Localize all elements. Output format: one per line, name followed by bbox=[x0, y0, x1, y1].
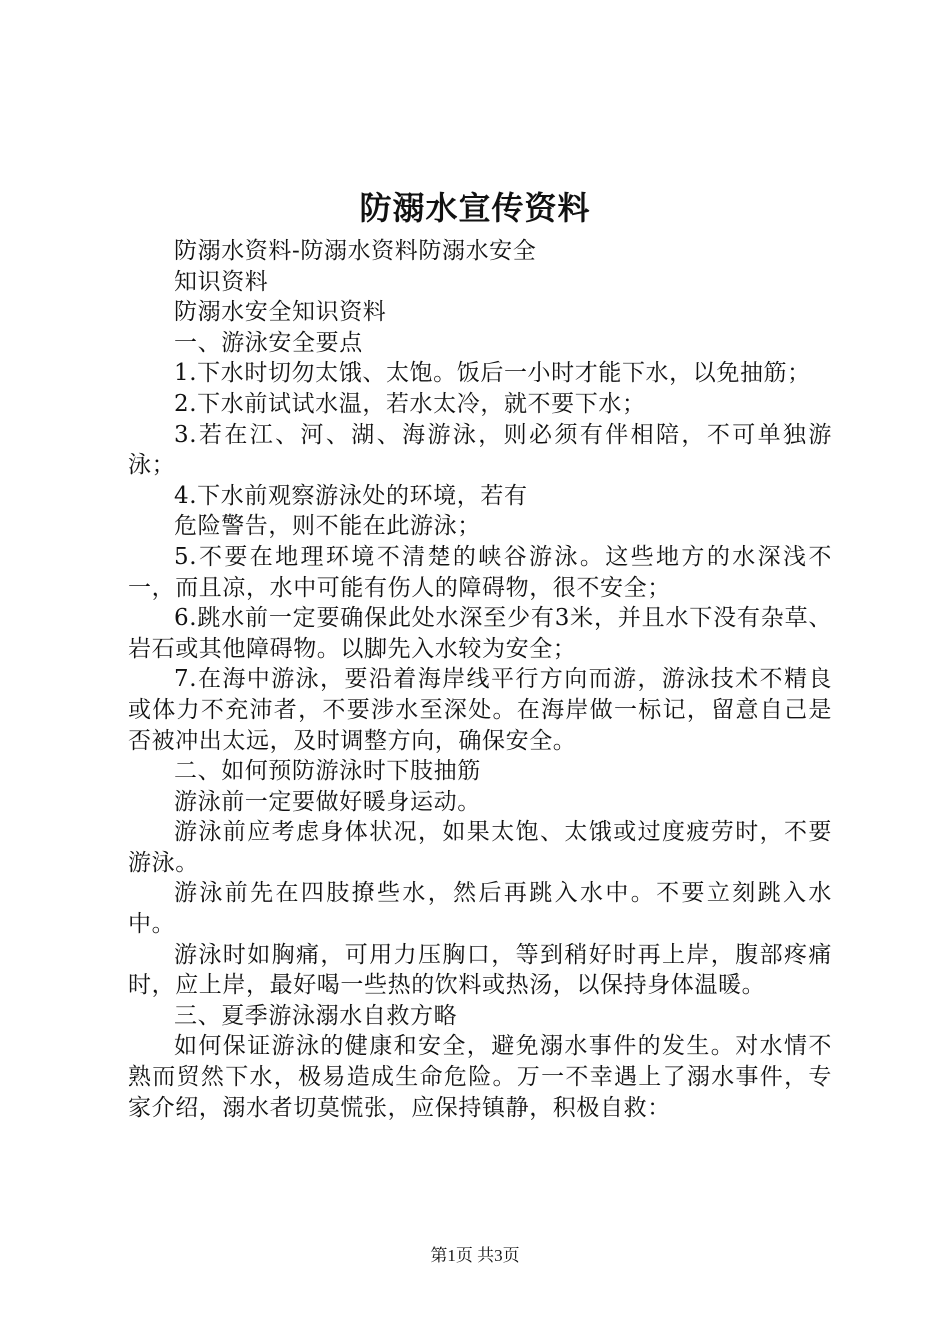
paragraph: 知识资料 bbox=[174, 268, 269, 295]
paragraph: 游泳前应考虑身体状况，如果太饱、太饿或过度疲劳时，不要游泳。 bbox=[128, 819, 832, 876]
section-heading: 三、夏季游泳溺水自救方略 bbox=[174, 1002, 458, 1029]
document-title: 防溺水宣传资料 bbox=[359, 189, 591, 227]
paragraph: 游泳前一定要做好暖身运动。 bbox=[174, 788, 481, 815]
list-item-continuation: 危险警告，则不能在此游泳； bbox=[174, 513, 481, 540]
list-item: 3.若在江、河、湖、海游泳，则必须有伴相陪，不可单独游泳； bbox=[128, 421, 832, 479]
list-item: 4.下水前观察游泳处的环境，若有 bbox=[174, 482, 528, 509]
paragraph: 防溺水安全知识资料 bbox=[174, 299, 387, 326]
paragraph: 如何保证游泳的健康和安全，避免溺水事件的发生。对水情不熟而贸然下水，极易造成生命危险。万一不幸遇上了溺水事件，专家介绍，溺水者切莫慌张，应保持镇静，积极自救： bbox=[128, 1033, 832, 1121]
paragraph: 游泳前先在四肢撩些水，然后再跳入水中。不要立刻跳入水中。 bbox=[128, 880, 832, 938]
list-item: 1.下水时切勿太饿、太饱。饭后一小时才能下水，以免抽筋； bbox=[174, 360, 811, 387]
section-heading: 二、如何预防游泳时下肢抽筋 bbox=[174, 758, 481, 785]
list-item: 6.跳水前一定要确保此处水深至少有3米，并且水下没有杂草、岩石或其他障碍物。以脚先入水较为安全； bbox=[128, 605, 832, 662]
paragraph: 游泳时如胸痛，可用力压胸口，等到稍好时再上岸，腹部疼痛时，应上岸，最好喝一些热的饮料或热汤，以保持身体温暖。 bbox=[128, 941, 832, 999]
list-item: 7.在海中游泳，要沿着海岸线平行方向而游，游泳技术不精良或体力不充沛者，不要涉水至深处。在海岸做一标记，留意自己是否被冲出太远，及时调整方向，确保安全。 bbox=[128, 666, 832, 754]
page-footer: 第1页 共3页 bbox=[430, 1246, 520, 1265]
paragraph: 防溺水资料-防溺水资料防溺水安全 bbox=[174, 238, 537, 264]
list-item: 2.下水前试试水温，若水太冷，就不要下水； bbox=[174, 390, 646, 417]
document-body bbox=[128, 236, 832, 1123]
section-heading: 一、游泳安全要点 bbox=[174, 329, 363, 356]
list-item: 5.不要在地理环境不清楚的峡谷游泳。这些地方的水深浅不一，而且凉，水中可能有伤人的障碍物，很不安全； bbox=[128, 543, 832, 601]
